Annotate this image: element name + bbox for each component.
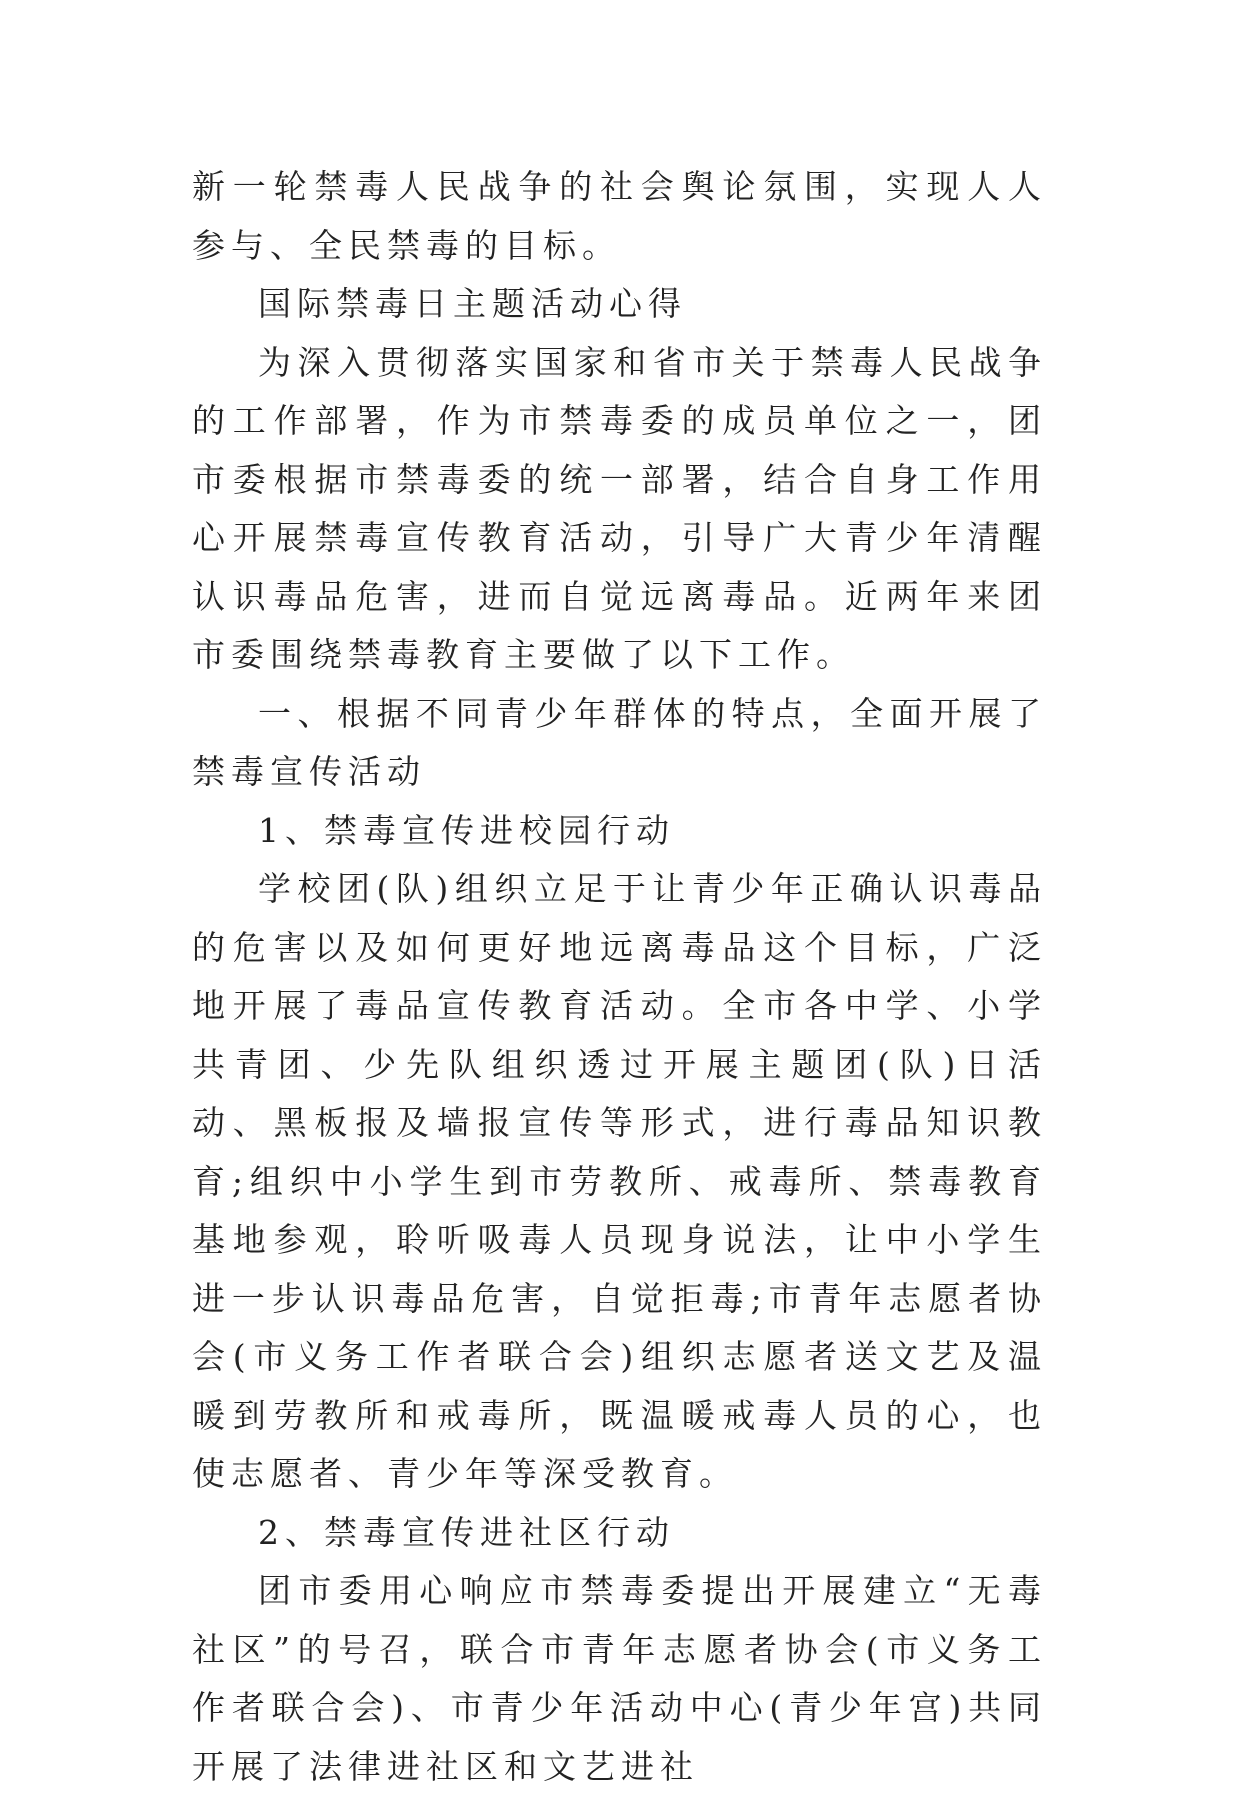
paragraph-campus: 学校团(队)组织立足于让青少年正确认识毒品的危害以及如何更好地远离毒品这个目标，广泛地开展了毒品宣传教育活动。全市各中学、小学共青团、少先队组织透过开展主题团(队)日活动、黑板报及墙报宣传等形式，进行毒品知识教育;组织中小学生到市劳教所、戒毒所、禁毒教育基地参观，聆听吸毒人员现身说法，让中小学生进一步认识毒品危害，自觉拒毒;市青年志愿者协会(市义务工作者联合会)组织志愿者送文艺及温暖到劳教所和戒毒所，既温暖戒毒人员的心，也使志愿者、青少年等深受教育。 [192,869,1047,1493]
heading-part-one: 一、根据不同青少年群体的特点，全面开展了禁毒宣传活动 [192,693,1047,791]
paragraph-community: 团市委用心响应市禁毒委提出开展建立“无毒社区”的号召，联合市青年志愿者协会(市义务工作者联合会)、市青少年活动中心(青少年宫)共同开展了法律进社区和文艺进社 [192,1571,1047,1786]
paragraph-continuation: 新一轮禁毒人民战争的社会舆论氛围，实现人人参与、全民禁毒的目标。 [192,167,1047,265]
paragraph-intro: 为深入贯彻落实国家和省市关于禁毒人民战争的工作部署，作为市禁毒委的成员单位之一，团市委根据市禁毒委的统一部署，结合自身工作用心开展禁毒宣传教育活动，引导广大青少年清醒认识毒品危害，进而自觉远离毒品。近两年来团市委围绕禁毒教育主要做了以下工作。 [192,342,1047,674]
document-page [192,158,1047,1796]
subheading-community: 2、禁毒宣传进社区行动 [258,1512,675,1552]
subheading-campus: 1、禁毒宣传进校园行动 [258,810,675,850]
section-title: 国际禁毒日主题活动心得 [258,284,687,323]
